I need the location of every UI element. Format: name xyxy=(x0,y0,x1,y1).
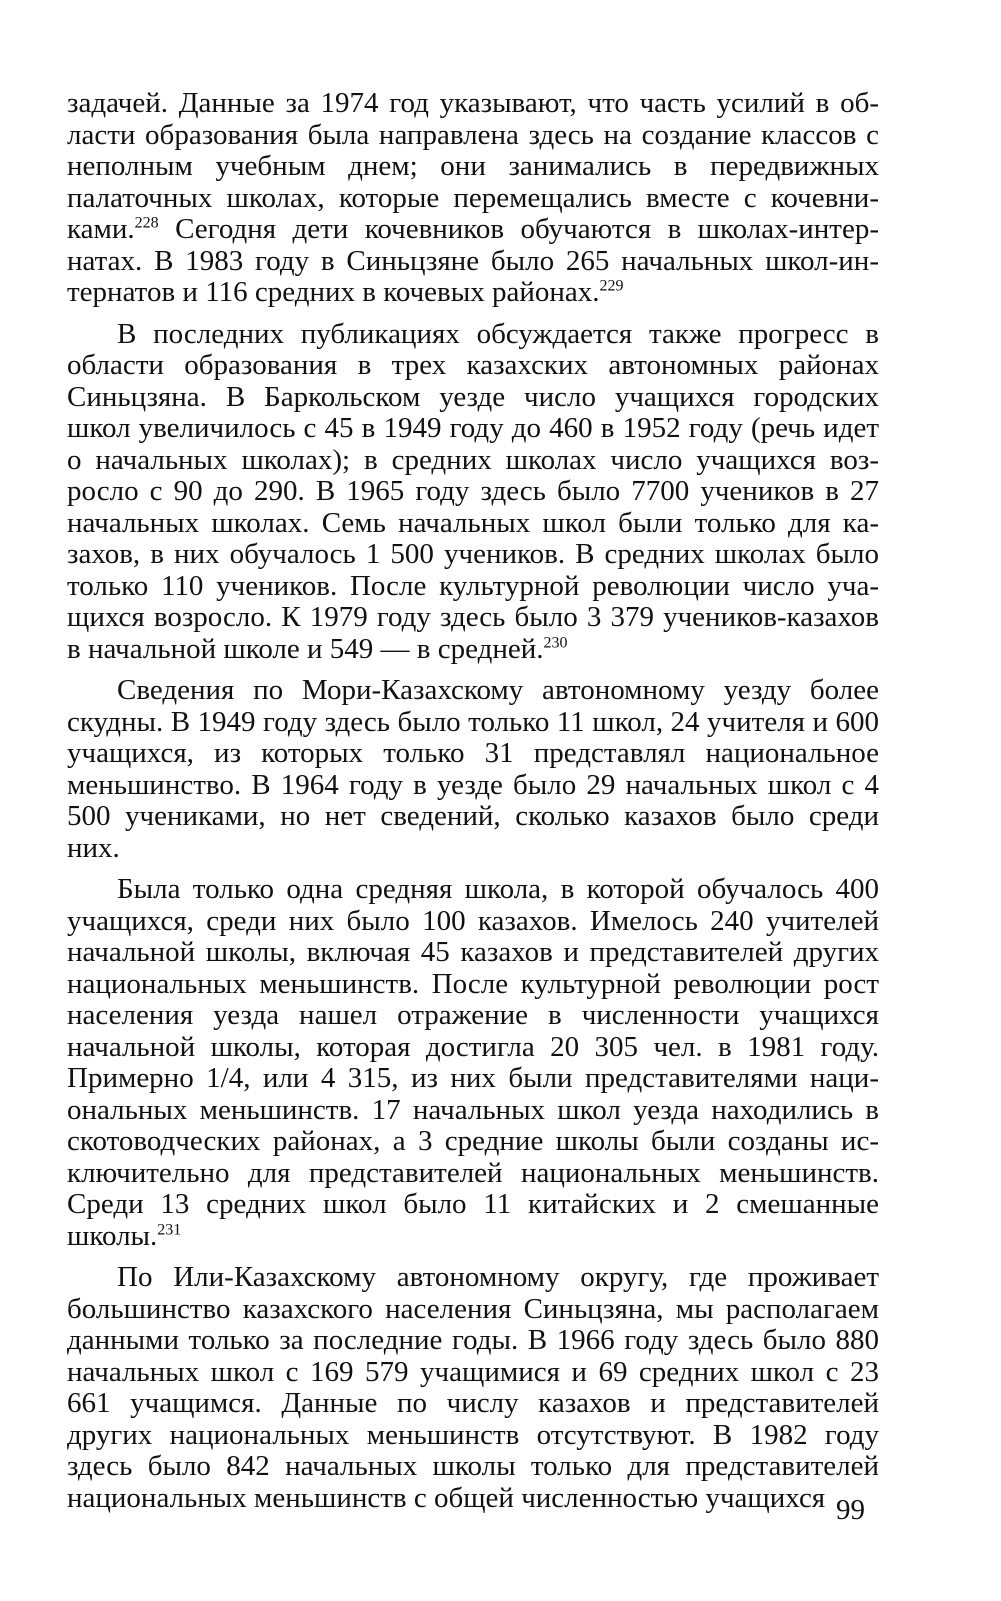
footnote-ref-229: 229 xyxy=(599,277,624,295)
footnote-ref-228: 228 xyxy=(134,214,159,232)
page-body xyxy=(67,88,879,1524)
paragraph-2-text-1: В последних публикациях обсуждается также прогресс в области образования в трех казахских автономных районах Синьцзяна. В Баркольском уезде число учащихся городских школ увеличилось с 45 в 1949 году до 460 в 1952 году (речь идет о начальных школах); в средних школах число учащихся возросло с 90 до 290. В 1965 году здесь было 7700 учеников в 27 начальных школах. Семь начальных школ были только для казахов, в них обучалось 1 500 учеников. В средних школах было только 110 учеников. После культурной революции число учащихся возросло. К 1979 году здесь было 3 379 учеников-казахов в начальной школе и 549 — в средней. xyxy=(67,317,879,665)
page-number: 99 xyxy=(836,1494,865,1526)
paragraph-4 xyxy=(67,874,879,1252)
footnote-ref-230: 230 xyxy=(543,634,568,652)
paragraph-5 xyxy=(67,1262,879,1514)
paragraph-3 xyxy=(67,675,879,864)
footnote-ref-231: 231 xyxy=(157,1221,182,1239)
paragraph-3-text-1: Сведения по Мори-Казахскому автономному уезду более скудны. В 1949 году здесь было только 11 школ, 24 учителя и 600 учащихся, из которых только 31 представлял национальное меньшинство. В 1964 году в уезде было 29 начальных школ с 4 500 учениками, но нет сведений, сколько казахов было среди них. xyxy=(67,674,879,864)
paragraph-5-text-1: По Или-Казахскому автономному округу, где проживает большинство казахского населения Синьцзяна, мы располагаем данными только за последние годы. В 1966 году здесь было 880 начальных школ с 169 579 учащимися и 69 средних школ с 23 661 учащимся. Данные по числу казахов и представителей других национальных меньшинств отсутствуют. В 1982 году здесь было 842 начальных школы только для представителей национальных меньшинств с общей численностью учащихся xyxy=(67,1261,879,1514)
paragraph-2 xyxy=(67,319,879,666)
paragraph-1 xyxy=(67,88,879,309)
paragraph-1-text-1: задачей. Данные за 1974 год указывают, что часть усилий в области образования была направлена здесь на создание классов с неполным учебным днем; они занимались в передвижных палаточных школах, которые перемещались вместе с кочевниками. xyxy=(67,87,879,245)
paragraph-4-text-1: Была только одна средняя школа, в которой обучалось 400 учащихся, среди них было 100 казахов. Имелось 240 учителей начальной школы, включая 45 казахов и представителей других национальных меньшинств. После культурной революции рост населения уезда нашел отражение в численности учащихся начальной школы, которая достигла 20 305 чел. в 1981 году. Примерно 1/4, или 4 315, из них были представителями национальных меньшинств. 17 начальных школ уезда находились в скотоводческих районах, а 3 средние школы были созданы исключительно для представителей национальных меньшинств. Среди 13 средних школ было 11 китайских и 2 смешанные школы. xyxy=(67,873,879,1252)
paragraph-1-text-2: Сегодня дети кочевников обучаются в школах-интернатах. В 1983 году в Синьцзяне было 265 начальных школ-интернатов и 116 средних в кочевых районах. xyxy=(67,213,879,308)
